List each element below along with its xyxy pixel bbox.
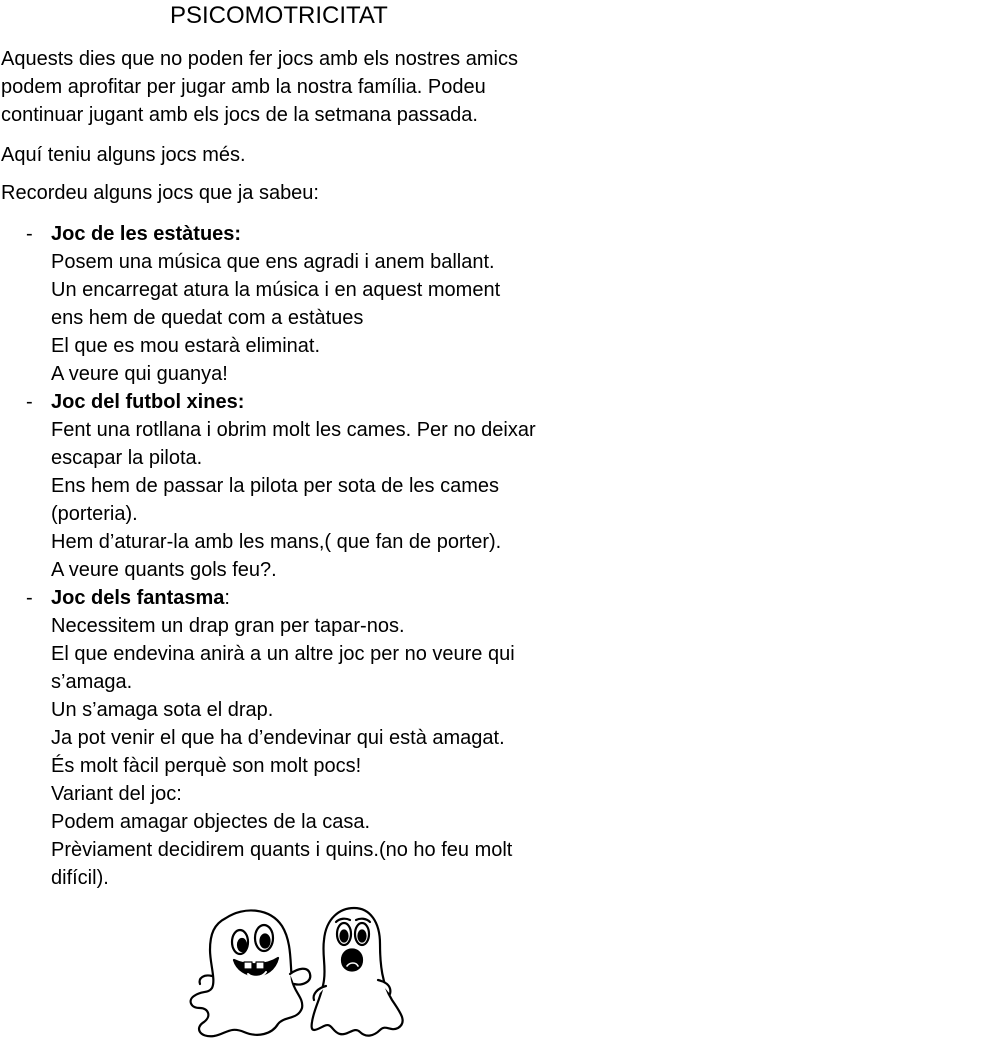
page-title: PSICOMOTRICITAT	[170, 2, 388, 29]
game-line: Fent una rotllana i obrim molt les cames. Per no deixar	[51, 419, 536, 441]
game-line: És molt fàcil perquè son molt pocs!	[51, 755, 362, 777]
list-bullet: -	[26, 587, 33, 609]
game-statues	[0, 220, 620, 388]
game-line: ens hem de quedat com a estàtues	[51, 307, 364, 329]
game-line: Ja pot venir el que ha d’endevinar qui està amagat.	[51, 727, 505, 749]
game-line: difícil).	[51, 867, 109, 889]
games-list	[0, 220, 620, 892]
game-line: El que endevina anirà a un altre joc per no veure qui	[51, 643, 515, 665]
game-line: escapar la pilota.	[51, 447, 203, 469]
game-title: Joc dels fantasma	[51, 587, 225, 609]
game-title: Joc de les estàtues:	[51, 223, 242, 245]
laughing-ghost-icon	[191, 910, 311, 1036]
game-title: Joc del futbol xines:	[51, 391, 245, 413]
list-bullet: -	[26, 391, 33, 413]
intro-paragraph	[1, 45, 518, 129]
game-title-suffix: :	[224, 587, 230, 609]
game-line: Necessitem un drap gran per tapar-nos.	[51, 615, 405, 637]
game-line: A veure quants gols feu?.	[51, 559, 277, 581]
scared-ghost-icon	[312, 908, 403, 1036]
game-line: A veure qui guanya!	[51, 363, 228, 385]
remember-paragraph: Recordeu alguns jocs que ja sabeu:	[1, 182, 319, 204]
game-line: s’amaga.	[51, 671, 133, 693]
list-bullet: -	[26, 223, 33, 245]
game-football	[0, 388, 620, 584]
game-line: Un encarregat atura la música i en aquest moment	[51, 279, 501, 301]
game-line: El que es mou estarà eliminat.	[51, 335, 321, 357]
two-ghosts-illustration	[186, 904, 408, 1038]
game-line: Ens hem de passar la pilota per sota de les cames	[51, 475, 500, 497]
intro-line: podem aprofitar per jugar amb la nostra família. Podeu	[1, 76, 486, 98]
game-line: Variant del joc:	[51, 783, 182, 805]
more-games-paragraph: Aquí teniu alguns jocs més.	[1, 144, 246, 166]
intro-line: continuar jugant amb els jocs de la setmana passada.	[1, 104, 478, 126]
game-line: Posem una música que ens agradi i anem ballant.	[51, 251, 495, 273]
game-line: Prèviament decidirem quants i quins.(no ho feu molt	[51, 839, 513, 861]
game-line: Podem amagar objectes de la casa.	[51, 811, 371, 833]
game-line: Hem d’aturar-la amb les mans,( que fan de porter).	[51, 531, 502, 553]
intro-line: Aquests dies que no poden fer jocs amb els nostres amics	[1, 48, 518, 70]
game-line: (porteria).	[51, 503, 138, 525]
game-line: Un s’amaga sota el drap.	[51, 699, 274, 721]
game-ghost	[0, 584, 620, 892]
